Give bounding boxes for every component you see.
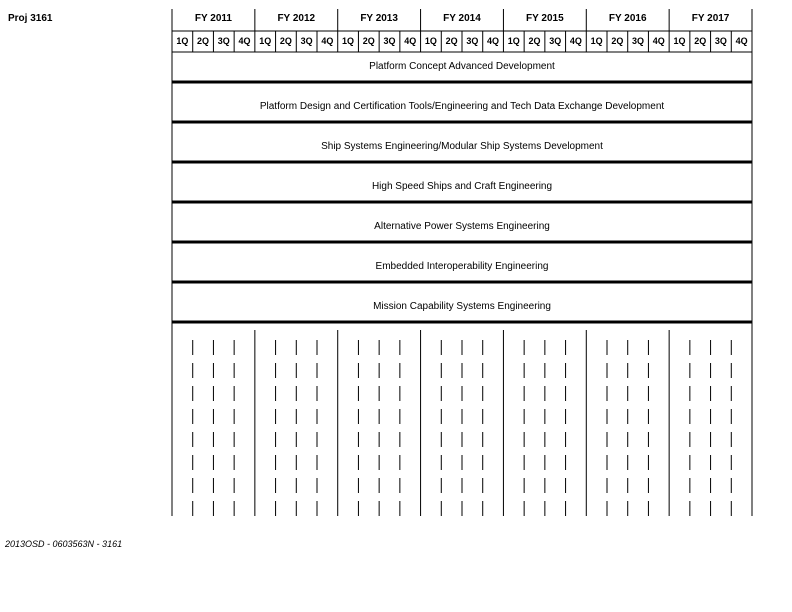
fiscal-year-header: FY 2016 xyxy=(608,13,647,24)
quarter-header: 4Q xyxy=(321,36,334,46)
quarter-header: 4Q xyxy=(652,36,665,46)
quarter-header: 4Q xyxy=(735,36,748,46)
project-label: Proj 3161 xyxy=(8,13,53,24)
quarter-header: 1Q xyxy=(342,36,355,46)
task-label: Alternative Power Systems Engineering xyxy=(374,221,550,232)
quarter-header: 3Q xyxy=(217,36,230,46)
footer-reference: 2013OSD - 0603563N - 3161 xyxy=(5,539,123,549)
quarter-header: 3Q xyxy=(466,36,479,46)
fiscal-year-header: FY 2017 xyxy=(691,13,730,24)
quarter-header: 4Q xyxy=(487,36,500,46)
quarter-header: 1Q xyxy=(176,36,189,46)
quarter-header: 1Q xyxy=(590,36,603,46)
quarter-header: 1Q xyxy=(673,36,686,46)
task-label: Platform Design and Certification Tools/Engineering and Tech Data Exchange Development xyxy=(259,101,665,112)
task-label: High Speed Ships and Craft Engineering xyxy=(371,181,553,192)
quarter-header: 1Q xyxy=(424,36,437,46)
quarter-header: 3Q xyxy=(383,36,396,46)
fiscal-year-header: FY 2013 xyxy=(360,13,398,24)
fiscal-year-header: FY 2014 xyxy=(443,13,481,24)
fiscal-year-header: FY 2012 xyxy=(277,13,316,24)
quarter-header: 4Q xyxy=(569,36,582,46)
task-label: Mission Capability Systems Engineering xyxy=(373,301,551,312)
quarter-header: 2Q xyxy=(611,36,624,46)
task-label: Ship Systems Engineering/Modular Ship Systems Development xyxy=(321,141,603,152)
quarter-header: 2Q xyxy=(279,36,292,46)
quarter-header: 2Q xyxy=(197,36,210,46)
quarter-header: 2Q xyxy=(528,36,541,46)
quarter-header: 1Q xyxy=(507,36,520,46)
quarter-header: 2Q xyxy=(445,36,458,46)
quarter-header: 2Q xyxy=(694,36,707,46)
task-label: Platform Concept Advanced Development xyxy=(369,61,555,72)
quarter-header: 3Q xyxy=(714,36,727,46)
fiscal-year-header: FY 2011 xyxy=(194,13,232,24)
quarter-header: 4Q xyxy=(404,36,417,46)
quarter-header: 1Q xyxy=(259,36,272,46)
quarter-header: 2Q xyxy=(362,36,375,46)
quarter-header: 3Q xyxy=(549,36,562,46)
quarter-header: 4Q xyxy=(238,36,251,46)
fiscal-year-header: FY 2015 xyxy=(526,13,564,24)
quarter-header: 3Q xyxy=(632,36,645,46)
task-label: Embedded Interoperability Engineering xyxy=(375,261,549,272)
quarter-header: 3Q xyxy=(300,36,313,46)
